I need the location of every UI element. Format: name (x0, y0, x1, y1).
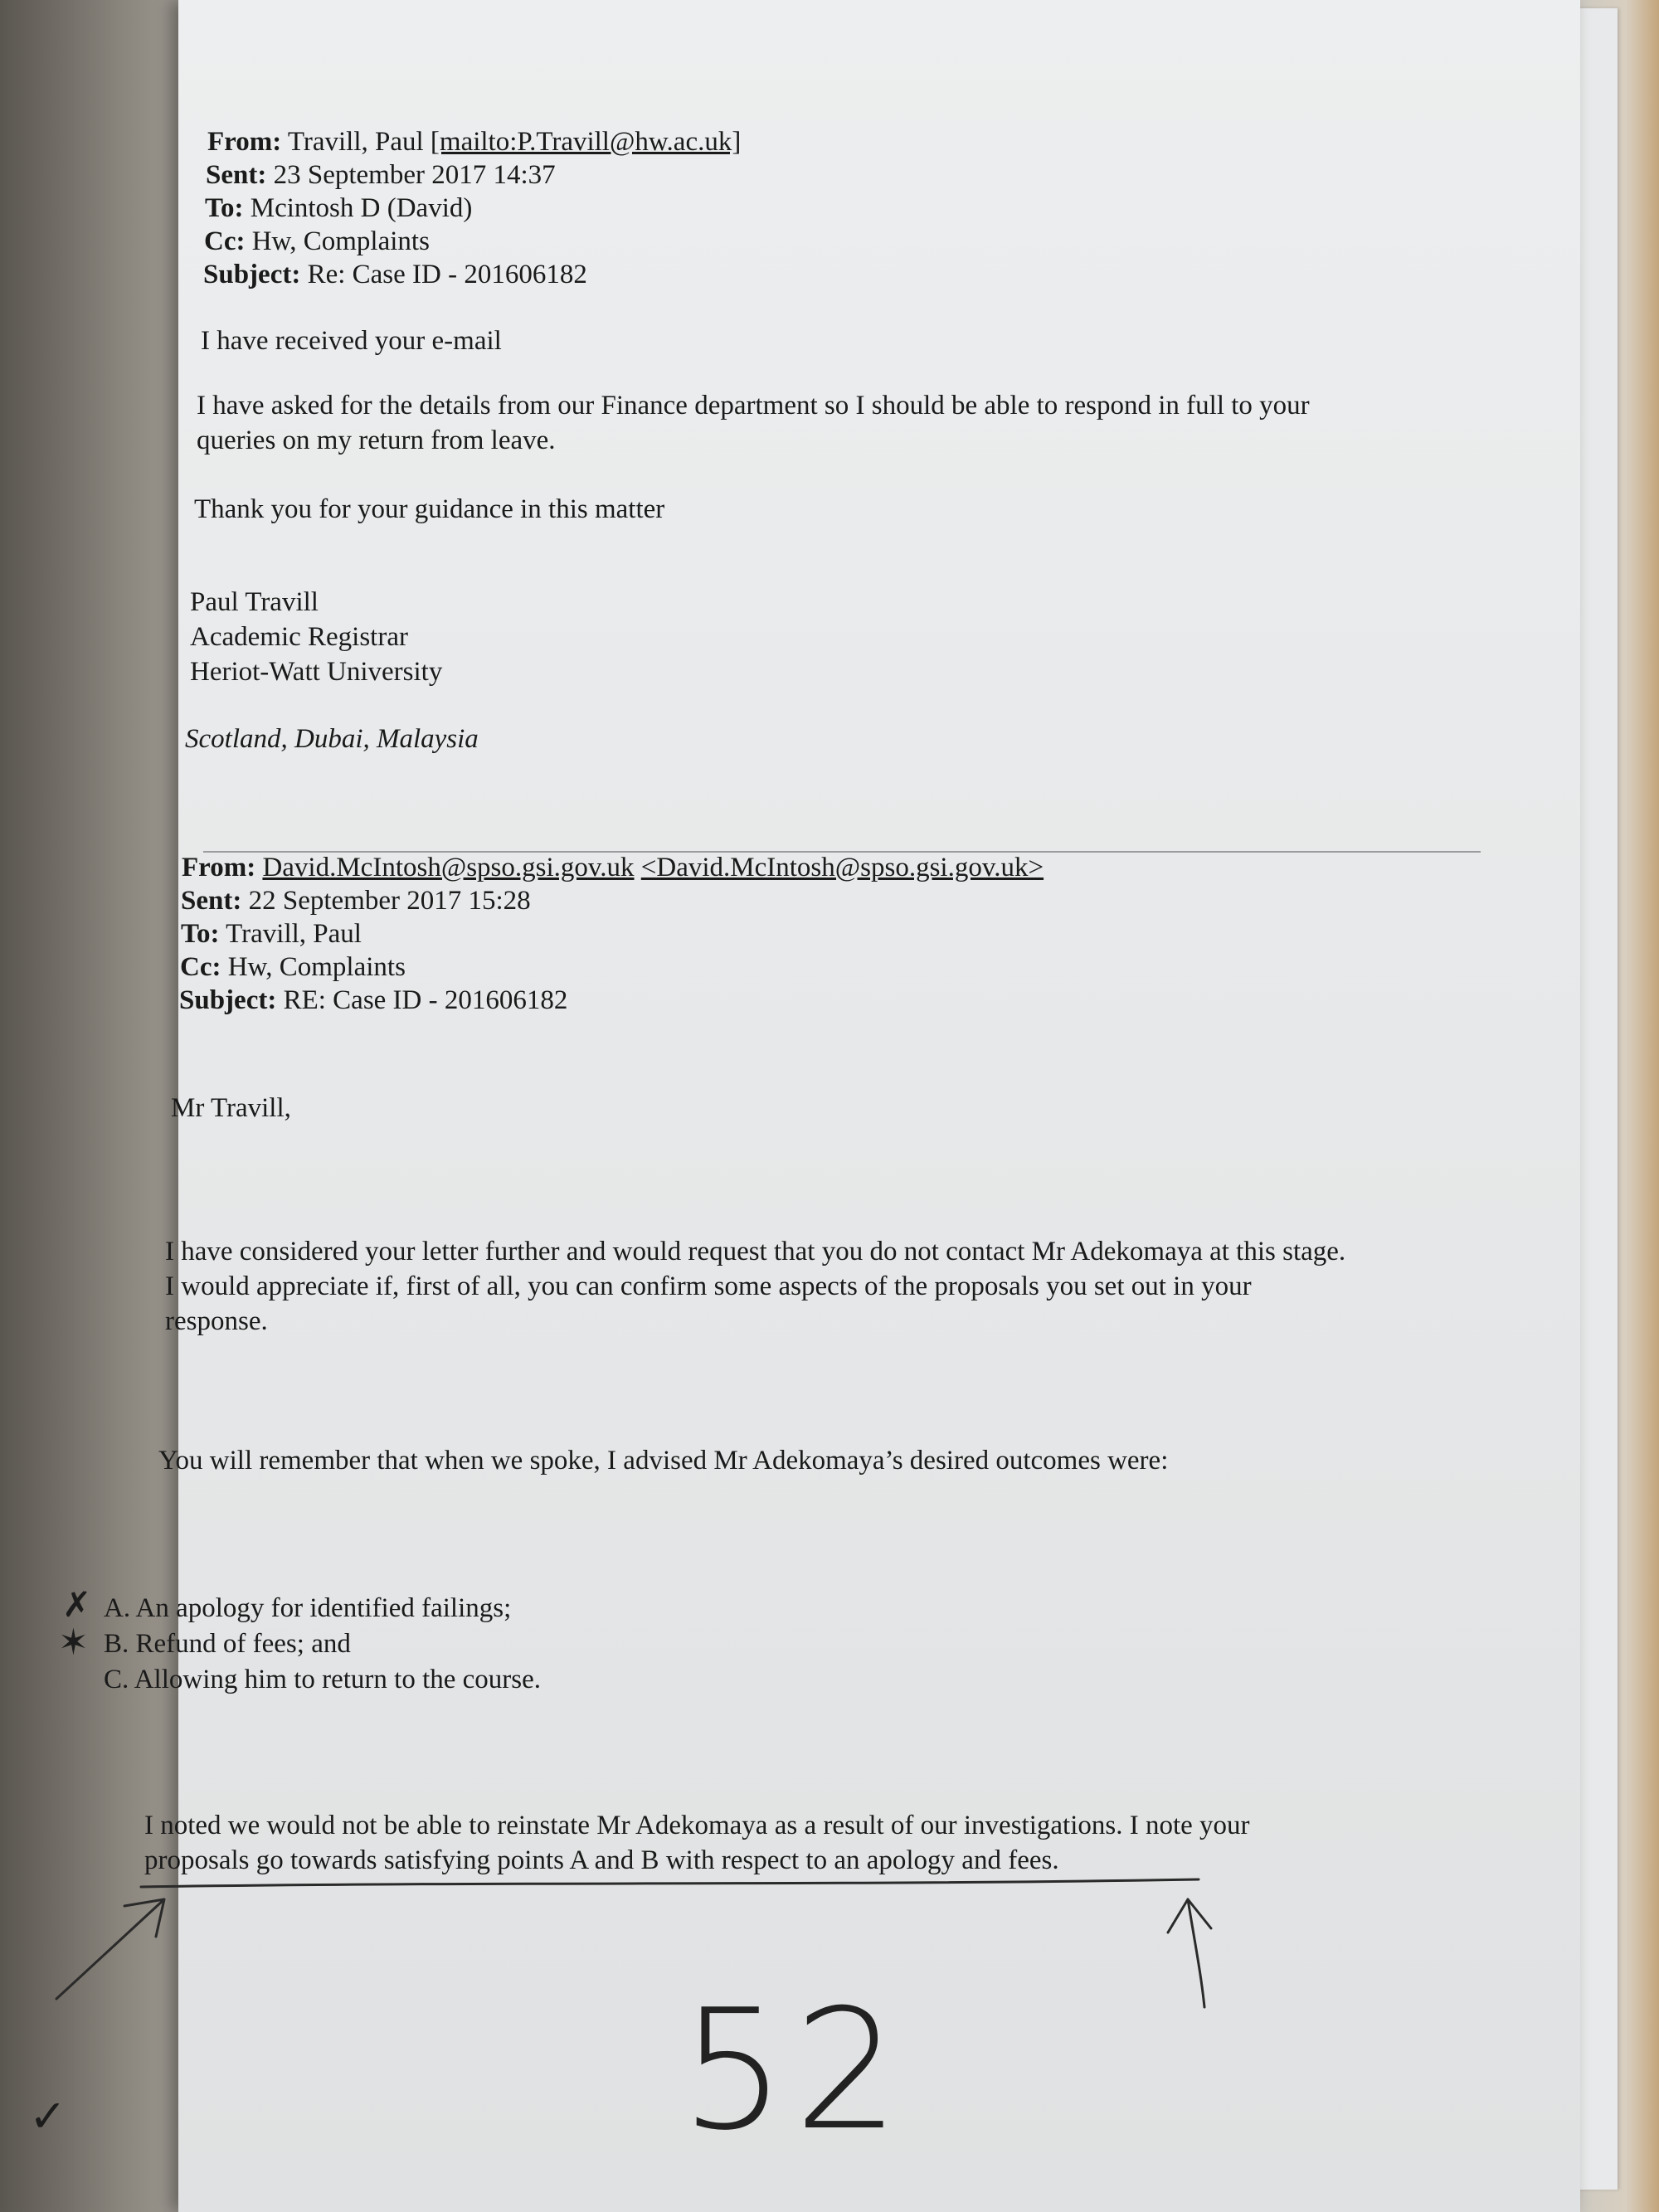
to-value: Mcintosh D (David) (250, 193, 473, 223)
to-label-2: To: (181, 919, 220, 949)
handwritten-page-number: 52 (680, 1974, 908, 2167)
left-arrow (56, 1899, 164, 1999)
cc-label-2: Cc: (180, 952, 221, 982)
signature-title: Academic Registrar (190, 622, 408, 652)
from-label-2: From: (182, 853, 256, 882)
email1-body-line-4: Thank you for your guidance in this matter (194, 494, 665, 524)
from-label: From: (207, 127, 282, 157)
email2-para1-line-3: response. (165, 1306, 268, 1336)
subject-label-2: Subject: (179, 985, 277, 1015)
to-label: To: (205, 193, 244, 223)
email1-body-line-2: I have asked for the details from our Finance department so I should be able to respond in full to your (197, 391, 1310, 421)
subject-label: Subject: (203, 260, 301, 289)
handwritten-tick: ✓ (29, 2090, 67, 2142)
from-mailto-link[interactable]: [mailto:P.Travill@hw.ac.uk] (430, 127, 742, 157)
cc-label: Cc: (204, 226, 246, 256)
outcome-b: B. Refund of fees; and (104, 1629, 351, 1659)
email2-para1-line-2: I would appreciate if, first of all, you can confirm some aspects of the proposals you set out in your (165, 1271, 1252, 1301)
signature-org: Heriot-Watt University (190, 657, 443, 687)
outcome-a: A. An apology for identified failings; (104, 1593, 512, 1623)
cc-value-2: Hw, Complaints (227, 952, 406, 982)
cc-value: Hw, Complaints (251, 226, 430, 256)
sent-value: 23 September 2017 14:37 (273, 160, 556, 190)
subject-value: Re: Case ID - 201606182 (307, 260, 587, 289)
email2-para-2: You will remember that when we spoke, I advised Mr Adekomaya’s desired outcomes were: (158, 1446, 1169, 1475)
sent-label: Sent: (206, 160, 267, 190)
email2-para3-line-2: proposals go towards satisfying points A and B with respect to an apology and fees. (144, 1845, 1059, 1875)
email2-para1-line-1: I have considered your letter further and would request that you do not contact Mr Adekomaya at this stage. (165, 1237, 1346, 1266)
outcome-c: C. Allowing him to return to the course. (104, 1665, 542, 1694)
handwritten-mark-a: ✗ (62, 1584, 92, 1625)
from-email-angle-link[interactable]: <David.McIntosh@spso.gsi.gov.uk> (640, 853, 1044, 882)
right-arrow (1168, 1899, 1211, 2007)
underline-annotation (141, 1879, 1199, 1887)
handwritten-mark-b: ✶ (58, 1621, 89, 1664)
sent-value-2: 22 September 2017 15:28 (248, 886, 531, 916)
email1-body-line-3: queries on my return from leave. (197, 425, 556, 455)
from-email-link[interactable]: David.McIntosh@spso.gsi.gov.uk (262, 853, 635, 882)
from-value: Travill, Paul (287, 127, 431, 157)
email2-greeting: Mr Travill, (171, 1093, 291, 1123)
signature-name: Paul Travill (190, 587, 319, 617)
email2-para3-line-1: I noted we would not be able to reinstate Mr Adekomaya as a result of our investigations. I note your (144, 1811, 1250, 1840)
email1-body-line-1: I have received your e-mail (201, 326, 502, 356)
signature-locations: Scotland, Dubai, Malaysia (185, 724, 479, 754)
sent-label-2: Sent: (181, 886, 242, 916)
to-value-2: Travill, Paul (226, 919, 362, 949)
subject-value-2: RE: Case ID - 201606182 (283, 985, 568, 1015)
